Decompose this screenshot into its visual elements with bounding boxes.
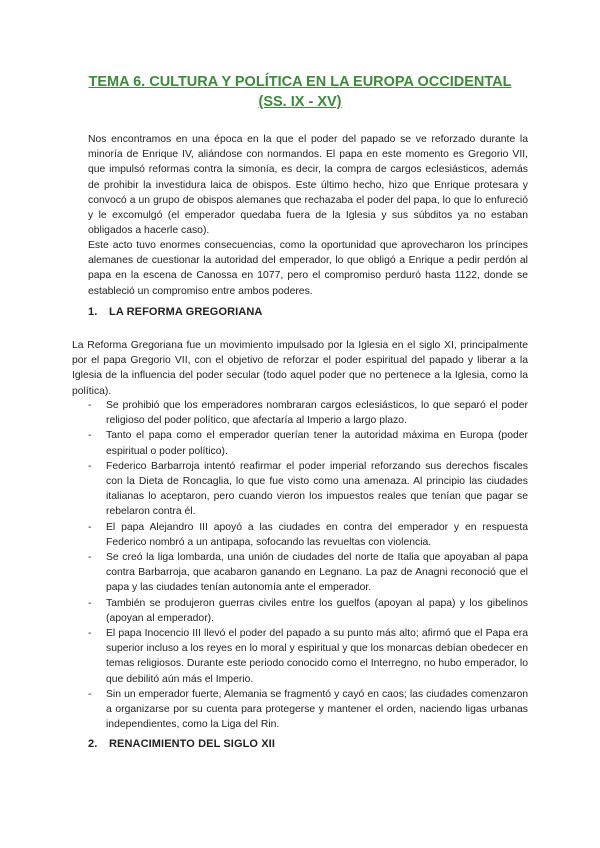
document-title-period: (SS. IX - XV) xyxy=(258,94,342,110)
section-2-heading xyxy=(88,738,275,750)
bullet-dash: - xyxy=(88,597,92,609)
section-1-bullet-list xyxy=(88,398,528,732)
list-item xyxy=(88,596,528,626)
section-1-paragraph: La Reforma Gregoriana fue un movimiento impulsado por la Iglesia en el siglo XI, principalmente por el papa Gregorio VII, con el objetivo de reforzar el poder espiritual del papado y liberar a la Iglesia de la influencia del poder secular (todo aquel poder que no pertenece a la Iglesia, como la política). xyxy=(72,340,528,397)
intro-paragraph-2: Este acto tuvo enormes consecuencias, como la oportunidad que aprovecharon los príncipes alemanes de cuestionar la autoridad del emperador, lo que obligó a Enrique a pedir perdón al papa en la escena de Canossa en 1077, pero el compromiso perduró hasta 1122, donde se estableció un compromiso entre ambos poderes. xyxy=(88,240,528,297)
list-item-text: El papa Inocencio III llevó el poder del papado a su punto más alto; afirmó que el Papa era superior incluso a los reyes en lo moral y espiritual y que los monarcas debían obedecer en temas religiosos. Durante este periodo conocido como el Interregno, no hubo emperador, lo que debilitó aún más el Imperio. xyxy=(106,628,528,685)
bullet-dash: - xyxy=(88,552,92,564)
list-item-text: El papa Alejandro III apoyó a las ciudades en contra del emperador y en respuesta Federico nombró a un antipapa, sofocando las revueltas con violencia. xyxy=(106,521,528,548)
list-item xyxy=(88,398,528,428)
section-1-title: LA REFORMA GREGORIANA xyxy=(109,306,263,318)
section-2-title: RENACIMIENTO DEL SIGLO XII xyxy=(109,738,275,750)
list-item xyxy=(88,428,528,458)
list-item xyxy=(88,626,528,687)
section-2-number: 2. xyxy=(88,738,98,750)
list-item xyxy=(88,459,528,520)
document-title: TEMA 6. CULTURA Y POLÍTICA EN LA EUROPA OCCIDENTAL xyxy=(88,74,512,90)
list-item xyxy=(88,687,528,733)
list-item-text: Tanto el papa como el emperador querían tener la autoridad máxima en Europa (poder espiritual o poder político). xyxy=(106,430,528,457)
list-item-text: Sin un emperador fuerte, Alemania se fragmentó y cayó en caos; las ciudades comenzaron a organizarse por su cuenta para protegerse y mantener el orden, naciendo ligas urbanas independientes, como la Liga del Rin. xyxy=(106,688,528,731)
section-1-heading xyxy=(88,306,262,318)
bullet-dash: - xyxy=(88,460,92,472)
list-item-text: También se produjeron guerras civiles entre los guelfos (apoyan al papa) y los gibelinos (apoyan al emperador). xyxy=(106,597,528,624)
intro-paragraph-1: Nos encontramos en una época en la que el poder del papado se ve reforzado durante la minoría de Enrique IV, aliándose con normandos. El papa en este momento es Gregorio VII, que impulsó reformas contra la simonía, es decir, la compra de cargos eclesiásticos, además de prohibir la investidura laica de obispos. Este último hecho, hizo que Enrique protesara y convocó a un grupo de obispos alemanes que rechazaba el poder del papa, lo que lo enfureció y le excomulgó (el emperador quedaba fuera de la Iglesia y sus súbditos ya no estaban obligados a hacerle caso). xyxy=(88,134,528,237)
list-item xyxy=(88,550,528,596)
list-item-text: Se prohibió que los emperadores nombraran cargos eclesiásticos, lo que separó el poder religioso del poder político, que afectaría al Imperio a largo plazo. xyxy=(106,400,528,427)
list-item-text: Federico Barbarroja intentó reafirmar el poder imperial reforzando sus derechos fiscales con la Dieta de Roncaglia, lo que fue visto como una amenaza. Al principio las ciudades italianas lo aceptaron, pero cuando vieron los impuestos reales que tenían que pagar se rebelaron contra él. xyxy=(106,460,528,518)
bullet-dash: - xyxy=(88,688,92,700)
list-item xyxy=(88,520,528,550)
bullet-dash: - xyxy=(88,628,92,640)
section-1-number: 1. xyxy=(88,306,98,318)
bullet-dash: - xyxy=(88,521,92,533)
list-item-text: Se creó la liga lombarda, una unión de ciudades del norte de Italia que apoyaban al papa contra Barbarroja, que acabaron ganando en Legnano. La paz de Anagni reconoció que el papa y las ciudades tenían autonomía ante el emperador. xyxy=(106,552,528,594)
bullet-dash: - xyxy=(88,400,92,411)
bullet-dash: - xyxy=(88,430,92,442)
